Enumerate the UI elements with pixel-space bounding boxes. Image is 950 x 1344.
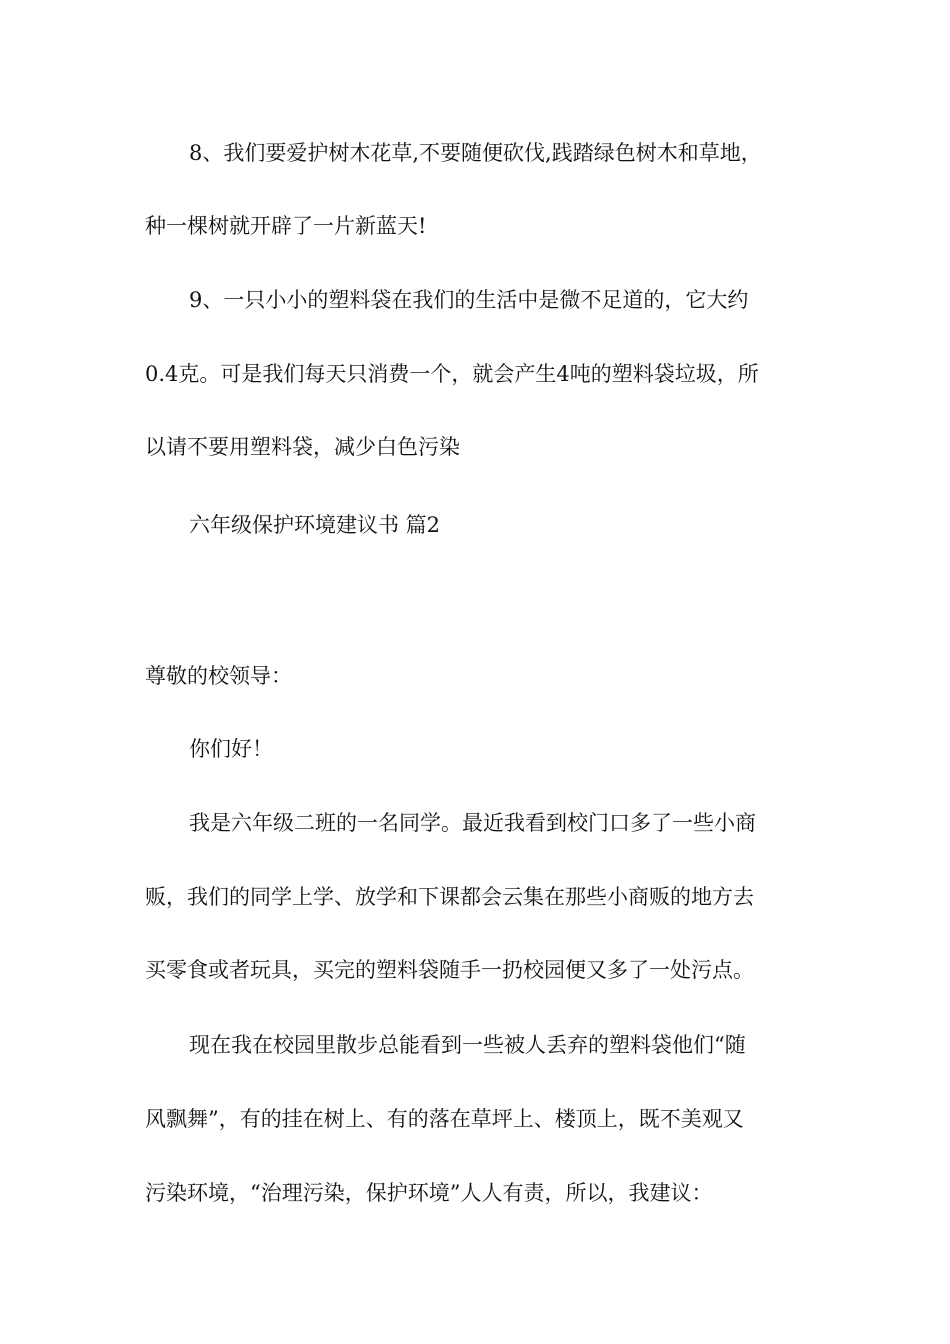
- body-paragraph-1-line-1: 我是六年级二班的一名同学。最近我看到校门口多了一些小商: [189, 811, 756, 835]
- section-heading: 六年级保护环境建议书 篇2: [189, 513, 441, 537]
- paragraph-9-line-1: 9、一只小小的塑料袋在我们的生活中是微不足道的，它大约: [189, 288, 749, 312]
- salutation: 尊敬的校领导：: [145, 664, 292, 688]
- greeting: 你们好！: [189, 737, 273, 761]
- body-paragraph-2-line-3: 污染环境，“治理污染，保护环境”人人有责，所以，我建议：: [145, 1181, 713, 1205]
- body-paragraph-1-line-3: 买零食或者玩具，买完的塑料袋随手一扔校园便又多了一处污点。: [145, 958, 754, 982]
- paragraph-8-line-2: 种一棵树就开辟了一片新蓝天!: [145, 214, 427, 238]
- body-paragraph-1-line-2: 贩，我们的同学上学、放学和下课都会云集在那些小商贩的地方去: [145, 885, 754, 909]
- paragraph-9-line-3: 以请不要用塑料袋，减少白色污染: [145, 435, 460, 459]
- body-paragraph-2-line-2: 风飘舞”，有的挂在树上、有的落在草坪上、楼顶上，既不美观又: [145, 1107, 744, 1131]
- paragraph-8-line-1: 8、我们要爱护树木花草,不要随便砍伐,践踏绿色树木和草地，: [189, 141, 762, 165]
- paragraph-9-line-2: 0.4克。可是我们每天只消费一个，就会产生4吨的塑料袋垃圾，所: [145, 362, 759, 386]
- body-paragraph-2-line-1: 现在我在校园里散步总能看到一些被人丢弃的塑料袋他们“随: [189, 1033, 746, 1057]
